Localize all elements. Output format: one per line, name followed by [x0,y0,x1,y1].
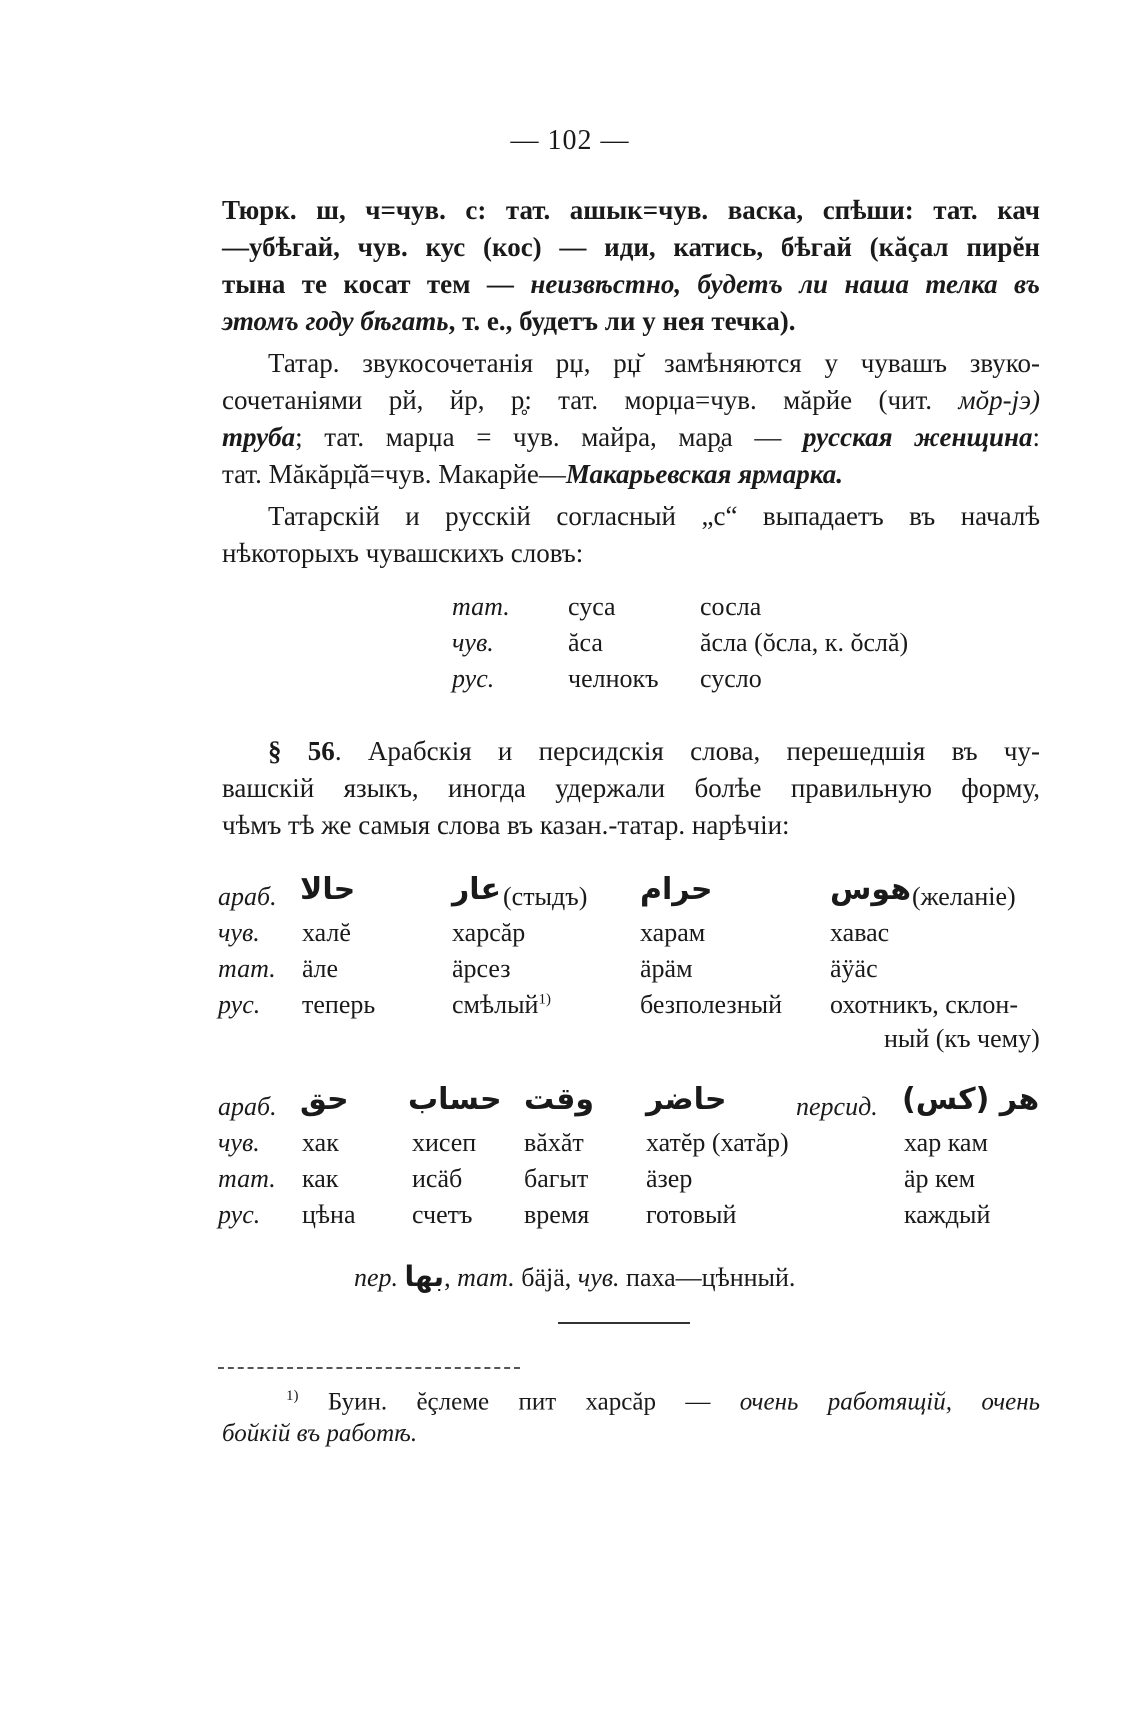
persian-tat-label: тат. [457,1263,515,1292]
persian-comma: , [444,1263,458,1292]
section-number: § 56 [268,736,335,766]
table2-rus-1-text: смѣлый [452,990,539,1019]
table3-arabic-2: وقت [524,1082,595,1117]
table3-persid-label: персид. [796,1092,878,1121]
para1-line3-text: тына те косат тем — [222,269,531,299]
table2-arabic-1: عار [452,872,502,907]
para2-line3-italic-b: русская женщина [803,422,1033,452]
table3-label-tat: тат. [218,1164,276,1193]
table2-rus-1 [452,990,551,1020]
para3-line2: нѣкоторыхъ чувашскихъ словъ: [222,538,584,568]
para4-line3: чѣмъ тѣ же самыя слова въ казан.-татар. нарѣчіи: [222,810,790,840]
para1-line4-text: , т. е., будетъ ли у нея течка). [448,306,796,336]
table2-arabic-0: حالا [300,872,356,907]
table2-label-tat: тат. [218,954,276,983]
table2-chuv-0: халĕ [302,918,351,947]
table3-chuv-4: хар кам [904,1128,988,1157]
table2-tat-0: äле [302,954,339,983]
table3-arabic-0: حق [300,1082,349,1117]
table1-label-tat: тат. [452,592,510,621]
footnote-italic: очень работящій, очень [739,1388,1040,1416]
para2-line2-italic: мŏр-јэ) [958,385,1040,415]
table3-rus-2: время [524,1200,590,1229]
table2-rus-0: теперь [302,990,376,1019]
para1-line3 [222,266,1040,303]
table3-chuv-2: вăхăт [524,1128,584,1157]
table2-arabic-note-3: (желаніе) [912,882,1016,911]
table1-col2-1: ăсла (ŏсла, к. ŏслă) [700,628,909,657]
table3-rus-4: каждый [904,1200,991,1229]
para1-line4-italic: этомъ году бѣгать [222,306,449,336]
table1-col1-2: челнокъ [568,664,659,693]
para2-line4-italic: Макарьевская ярмарка. [565,459,844,489]
para2-line2 [222,382,1040,419]
table3-chuv-0: хак [302,1128,339,1157]
table1-col2-2: сусло [700,664,762,693]
table2-arabic-2: حرام [640,872,713,907]
footnote-text: Буин. ĕçлеме пит харсăр — [298,1388,740,1416]
para2-line4 [222,456,1040,493]
table2-chuv-3: хавас [830,918,890,947]
table2-tat-1: äрсез [452,954,511,983]
table3-rus-0: цѣна [302,1200,356,1229]
para2-line2-text: сочетаніями рй, йр, р̥: тат. морџа=чув. мăрйе (чит. [222,385,959,415]
table1-label-rus: рус. [452,664,495,693]
table3-arabic-3: حاضر [646,1082,727,1117]
table1-col2-0: сосла [700,592,762,621]
table2-rus-2: безполезный [640,990,782,1019]
para2-line4-text: тат. Мăкăрџ̆ă=чув. Макарйе— [222,459,566,489]
footnote-reference: 1) [538,991,551,1008]
table3-tat-0: как [302,1164,339,1193]
table3-rus-1: счетъ [412,1200,473,1229]
para2-line3-end: : [1032,422,1041,452]
para2-line1: Татар. звукосочетанія рџ, рџ̆ замѣняются у чувашъ звуко- [268,348,1040,378]
table2-chuv-1: харсăр [452,918,526,947]
table3-tat-2: багыт [524,1164,589,1193]
para4-line1-text: . Арабскія и персидскія слова, перешедшія въ чу- [334,736,1041,766]
table2-arabic-3: هوس [830,872,912,907]
table3-tat-3: äзер [646,1164,693,1193]
para4-line1 [268,733,1040,770]
table1-col1-1: ăса [568,628,603,657]
table3-label-rus: рус. [218,1200,261,1229]
footnote-mark: 1) [286,1388,299,1404]
table3-chuv-3: хатĕр (хатăр) [646,1128,789,1157]
para4-line2: вашскій языкъ, иногда удержали болѣе правильную форму, [222,773,1040,803]
footnote-line2: бойкій въ работѣ. [222,1420,418,1447]
para1-line3-italic: неизвѣстно, будетъ ли наша телка въ [530,269,1040,299]
table1-label-chuv: чув. [452,628,494,657]
table2-label-chuv: чув. [218,918,260,947]
persian-label: пер. [354,1263,399,1292]
table3-label-arab: араб. [218,1092,277,1121]
table2-arabic-note-1: (стыдъ) [503,882,588,911]
para3-line1: Татарскій и русскій согласный „с“ выпадаетъ въ началѣ [268,501,1040,531]
table3-tat-1: исäб [412,1164,463,1193]
persian-word: بها [404,1260,445,1293]
table2-rus-3-cont: ный (къ чему) [884,1024,1040,1053]
para1-line1: Тюрк. ш, ч=чув. с: тат. ашык=чув. васка, спѣши: тат. кач [222,195,1040,225]
table3-label-chuv: чув. [218,1128,260,1157]
footnote-divider [218,1367,520,1369]
page-number: — 102 — [510,125,630,156]
para2-line3 [222,419,1040,456]
table2-tat-2: äрäм [640,954,693,983]
section-divider [558,1322,690,1324]
table1-col1-0: суса [568,592,616,621]
persian-example-line [354,1260,795,1293]
para1-line2: —убѣгай, чув. кус (кос) — иди, катись, бѣгай (кăçал пирĕн [222,232,1040,262]
table3-tat-4: äр кем [904,1164,976,1193]
table2-label-rus: рус. [218,990,261,1019]
table2-rus-3: охотникъ, склон- [830,990,1019,1019]
persian-chuv-word: паха—цѣнный. [619,1263,796,1292]
persian-tat-word: бäjä, [514,1263,578,1292]
table2-tat-3: äÿäс [830,954,878,983]
para2-line3-text: ; тат. марџа = чув. майра, мар̥а — [295,422,804,452]
para2-line3-italic-a: труба [222,422,296,452]
para1-line4 [222,303,1040,340]
footnote-line1 [286,1378,1040,1420]
table2-chuv-2: харам [640,918,706,947]
table3-chuv-1: хисеп [412,1128,477,1157]
table3-rus-3: готовый [646,1200,737,1229]
table2-label-arab: араб. [218,882,277,911]
table3-arabic-1: حساب [408,1082,502,1117]
table3-persid-word: هر (کس) [902,1082,1040,1117]
persian-chuv-label: чув. [577,1263,620,1292]
